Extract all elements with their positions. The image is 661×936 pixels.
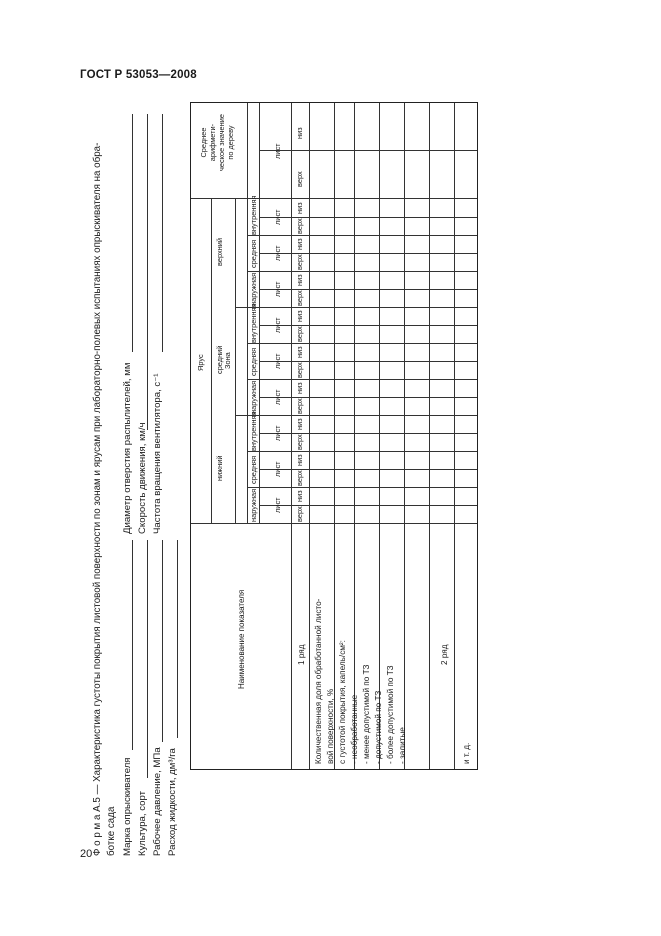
leaf-label: лист [273,317,282,333]
field-speed: Скорость движения, км/ч [137,422,148,534]
tier-line [211,199,212,524]
zone-sep [247,379,477,380]
zone-outer: наружная [249,380,258,414]
bottom-label: низ [295,454,304,466]
field-nozzle-diameter-line[interactable] [132,114,133,352]
field-working-pressure-line[interactable] [162,540,163,742]
header-bottom-line [291,103,292,769]
tier-upper: верхний [215,237,224,266]
split [259,469,477,470]
row-line [454,103,455,769]
top-label: верх [295,326,304,342]
field-fan-rpm: Частота вращения вентилятора, с⁻¹ [152,373,163,534]
avg-header-l3: ческое значение [217,114,226,171]
zone-sep [247,343,477,344]
field-sprayer-brand-line[interactable] [132,540,133,750]
zone-outer: наружная [249,488,258,522]
top-label: верх [295,254,304,270]
form-title: Ф о р м а А.5 — Характеристика густоты покрытия листовой поверхности по зонам и ярусам при лабораторно-полевых испытаниях опрыскивателя на обра- [92,142,103,856]
indicator-line-1: Количественная доля обработанной листо- [314,598,323,764]
row2-label: 2 ряд [440,644,449,665]
field-crop-variety-line[interactable] [147,540,148,778]
bottom-label: низ [295,127,304,139]
tier-sep [235,415,477,416]
tier-middle: средний [215,345,224,374]
row1-bottom-line [309,103,310,769]
row-line [354,103,355,769]
field-fan-rpm-line[interactable] [162,114,163,352]
zone-sep [247,487,477,488]
coverage-table [190,102,478,770]
top-label: верх [295,434,304,450]
leaf-label: лист [273,209,282,225]
row-line [429,103,430,769]
bottom-label: низ [295,490,304,502]
field-liquid-consumption: Расход жидкости, дм³/га [167,748,178,856]
tier-lower: нижний [215,455,224,481]
field-speed-line[interactable] [147,114,148,430]
indicator-line-6: - допустимой по ТЗ [374,690,383,764]
zone-outer: наружная [249,272,258,306]
tier-sep [235,307,477,308]
bottom-label: низ [295,418,304,430]
indicator-header: Наименование показателя [237,589,246,689]
indicator-line-2: вой поверхности, % [326,688,335,764]
top-label: верх [295,171,304,187]
avg-header-l4: по дереву [226,125,235,160]
row-etc: и т. д. [462,742,471,764]
field-crop-variety: Культура, сорт [137,791,148,856]
top-label: верх [295,470,304,486]
zone-header: Зона [223,352,232,369]
split [259,361,477,362]
avg-header [199,114,235,171]
leaf-label: лист [273,425,282,441]
zone-inner: внутренняя [249,411,258,451]
split [259,217,477,218]
zone-inner: внутренняя [249,303,258,343]
indicator-line-3: с густотой покрытия, капель/см²: [338,640,347,764]
indicator-col-line [191,523,477,524]
zone-mid: средняя [249,347,258,376]
leaf-label: лист [273,461,282,477]
leaf-line [259,103,260,524]
field-working-pressure: Рабочее давление, МПа [152,747,163,856]
row-line [404,103,405,769]
leaf-label: лист [273,389,282,405]
bottom-label: низ [295,382,304,394]
avg-header-l1: Среднее [199,127,208,158]
top-label: верх [295,398,304,414]
document-header: ГОСТ Р 53053—2008 [80,69,197,81]
zone-sep [247,271,477,272]
split [259,325,477,326]
indicator-line-4: - необработанные [350,694,359,764]
top-label: верх [295,290,304,306]
tier-header: Ярус [196,354,205,371]
leaf-label: лист [273,143,282,159]
top-label: верх [295,506,304,522]
zone-mid: средняя [249,455,258,484]
indicator-row-line [334,103,335,769]
row-line [379,103,380,769]
leaf-label: лист [273,245,282,261]
field-nozzle-diameter: Диаметр отверстия распылителей, мм [122,362,133,534]
bottom-label: низ [295,238,304,250]
split [259,433,477,434]
row1-label: 1 ряд [297,644,306,665]
leaf-label: лист [273,353,282,369]
bottom-label: низ [295,346,304,358]
top-label: верх [295,362,304,378]
zone-sep [247,451,477,452]
zone-inner: внутренняя [249,195,258,235]
split [259,150,477,151]
bottom-label: низ [295,202,304,214]
rotated-form [92,100,482,860]
zone-sep [247,235,477,236]
split [259,253,477,254]
top-label: верх [295,218,304,234]
bottom-label: низ [295,310,304,322]
field-liquid-consumption-line[interactable] [177,540,178,738]
avg-header-l2: арифмети- [208,123,217,162]
zone-mid: средняя [249,239,258,268]
zone-line [247,103,248,524]
leaf-label: лист [273,281,282,297]
page-number: 20 [80,848,93,860]
indicator-line-8: - залитые [398,727,407,764]
tier-zone-line [235,199,236,524]
field-sprayer-brand: Марка опрыскивателя [122,757,133,856]
leaf-label: лист [273,497,282,513]
form-title-cont: ботке сада [106,806,117,856]
split [259,505,477,506]
split [259,397,477,398]
bottom-label: низ [295,274,304,286]
avg-col-line [191,198,477,199]
indicator-line-7: - более допустимой по ТЗ [386,665,395,764]
indicator-line-5: - менее допустимой по ТЗ [362,664,371,764]
split [259,289,477,290]
